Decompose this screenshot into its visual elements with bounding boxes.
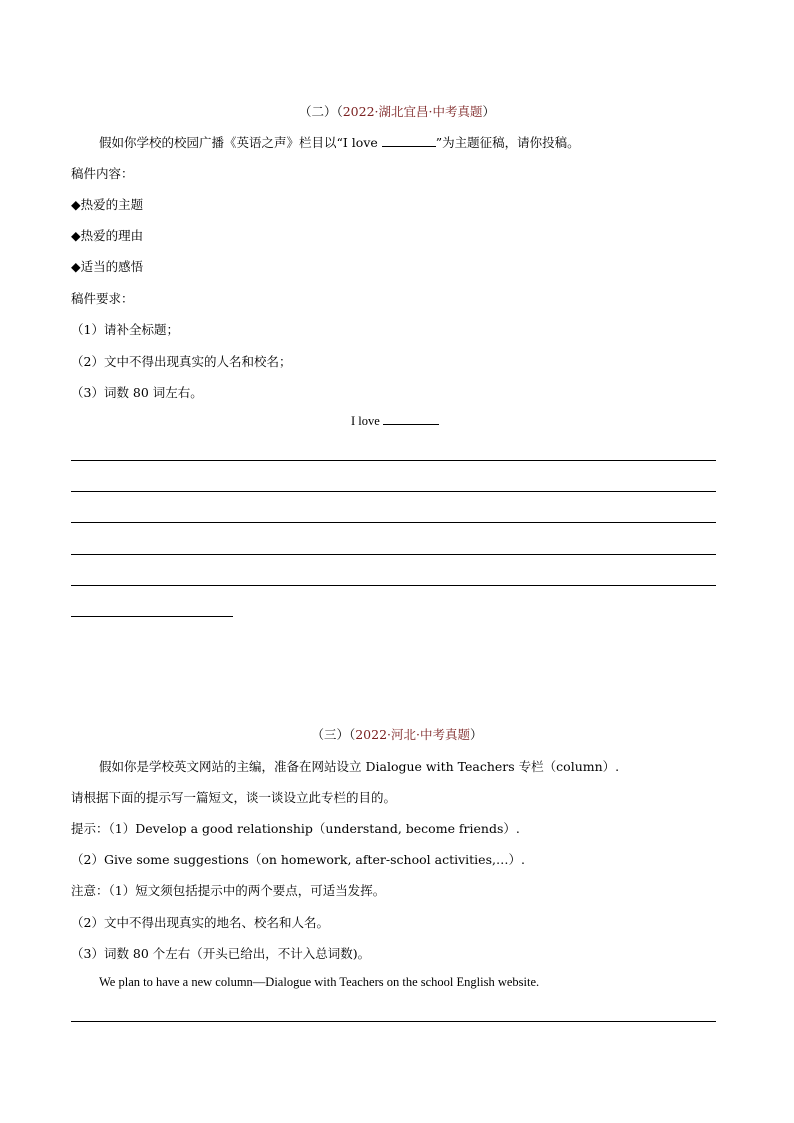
requirements-label: 稿件要求： bbox=[71, 291, 134, 306]
essay-title-text: I love bbox=[351, 414, 383, 428]
bullet-item: ◆适当的感悟 bbox=[71, 259, 144, 274]
requirement-item: （3）词数 80 词左右。 bbox=[71, 385, 203, 400]
bullet-item: ◆热爱的理由 bbox=[71, 228, 144, 243]
writing-line[interactable] bbox=[71, 1021, 716, 1022]
writing-line[interactable] bbox=[71, 460, 716, 461]
bullet-item: ◆热爱的主题 bbox=[71, 197, 144, 212]
writing-line[interactable] bbox=[71, 491, 716, 492]
requirement-item: （1）请补全标题； bbox=[71, 322, 179, 337]
writing-line[interactable] bbox=[71, 554, 716, 555]
intro-text: 假如你学校的校园广播《英语之声》栏目以“I love bbox=[99, 135, 382, 150]
source-tag: 2022·湖北宜昌·中考真题 bbox=[342, 104, 483, 119]
note-item: （2）文中不得出现真实的地名、校名和人名。 bbox=[71, 915, 329, 930]
section2-intro bbox=[99, 133, 580, 151]
writing-line[interactable] bbox=[71, 585, 716, 586]
essay-title-blank[interactable] bbox=[383, 424, 439, 425]
heading-prefix: （三）（ bbox=[311, 727, 356, 742]
title-blank bbox=[382, 146, 436, 147]
essay-opening: We plan to have a new column—Dialogue with Teachers on the school English website. bbox=[99, 975, 540, 989]
essay-title bbox=[351, 414, 439, 429]
writing-line[interactable] bbox=[71, 522, 716, 523]
hint-item: 提示：（1）Develop a good relationship（understand, become friends）. bbox=[71, 821, 520, 836]
heading-suffix: ） bbox=[482, 104, 496, 119]
note-item: （3）词数 80 个左右（开头已给出，不计入总词数)。 bbox=[71, 946, 371, 961]
requirement-item: （2）文中不得出现真实的人名和校名； bbox=[71, 354, 292, 369]
note-item: 注意：（1）短文须包括提示中的两个要点，可适当发挥。 bbox=[71, 883, 386, 898]
source-tag: 2022·河北·中考真题 bbox=[355, 727, 470, 742]
section3-instruction: 请根据下面的提示写一篇短文，谈一谈设立此专栏的目的。 bbox=[71, 790, 397, 805]
hint-item: （2）Give some suggestions（on homework, after-school activities,…）. bbox=[71, 852, 525, 867]
content-label: 稿件内容： bbox=[71, 166, 134, 181]
section3-intro: 假如你是学校英文网站的主编，准备在网站设立 Dialogue with Teachers 专栏（column）. bbox=[99, 759, 620, 774]
heading-suffix: ） bbox=[470, 727, 483, 742]
section3-heading bbox=[0, 725, 794, 743]
intro-text-end: ”为主题征稿，请你投稿。 bbox=[435, 135, 580, 150]
writing-line-short[interactable] bbox=[71, 616, 233, 617]
section2-heading bbox=[0, 102, 794, 120]
heading-prefix: （二）（ bbox=[298, 104, 343, 119]
